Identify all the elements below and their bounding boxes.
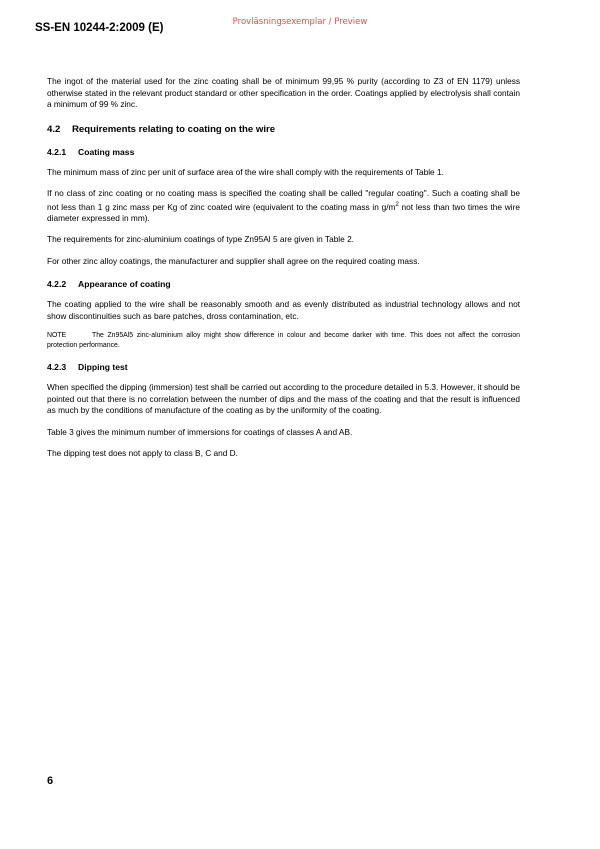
dipping-paragraph-2: Table 3 gives the minimum number of immersions for coatings of classes A and AB. [47,426,353,437]
section-heading-4-2-2 [47,279,520,289]
section-title: Coating mass [78,146,135,157]
text-run: not less than two times the wire diameter expressed in mm). [47,201,520,223]
coating-mass-paragraph-3: The requirements for zinc-aluminium coatings of type Zn95Al 5 are given in Table 2. [47,234,354,245]
intro-paragraph: The ingot of the material used for the zinc coating shall be of minimum 99,95 % purity (according to Z3 of EN 1179) unless otherwise stated in the relevant product standard or other specification in the order. Coatings applied by electrolysis shall contain a minimum of 99 % zinc. [47,76,520,109]
section-heading-4-2-3 [47,362,520,372]
note-label: NOTE [47,332,67,340]
section-number: 4.2.1 [47,146,67,157]
section-number: 4.2.3 [47,362,67,373]
section-heading-4-2 [47,124,520,135]
dipping-paragraph-3: The dipping test does not apply to class B, C and D. [47,448,238,459]
note-block [47,331,520,350]
coating-mass-paragraph-2 [47,188,520,224]
section-title: Appearance of coating [78,279,171,290]
page-number: 6 [47,775,54,787]
dipping-paragraph-1: When specified the dipping (immersion) test shall be carried out according to the procedure detailed in 5.3. However, it should be pointed out that there is no correlation between the number of dips and the mass of the coating and that the result is influenced as much by the conditions of manufacture of the coating as by the uniformity of the coating. [47,382,520,416]
section-number: 4.2.2 [47,279,67,290]
section-number: 4.2 [47,123,61,135]
section-title: Dipping test [78,362,128,373]
section-title: Requirements relating to coating on the wire [72,123,276,135]
document-id: SS-EN 10244-2:2009 (E) [35,22,164,34]
section-heading-4-2-1 [47,147,520,157]
preview-watermark: Provläsningsexemplar / Preview [232,17,368,27]
text-run: If no class of zinc coating or no coating mass is specified the coating shall be called "regular coating". Such a coating shall be not less than 1 g zinc mass per Kg of zinc coated wire (equivalent to the coating mass in g/m [47,188,520,212]
note-text: The Zn95Al5 zinc-aluminium alloy might show difference in colour and become darker with time. This does not affect the corrosion protection performance. [47,332,520,349]
coating-mass-paragraph-1: The minimum mass of zinc per unit of surface area of the wire shall comply with the requirements of Table 1. [47,166,444,177]
superscript: 2 [395,201,399,208]
page-body [47,76,520,460]
coating-mass-paragraph-4: For other zinc alloy coatings, the manufacturer and supplier shall agree on the required coating mass. [47,255,420,266]
appearance-paragraph: The coating applied to the wire shall be reasonably smooth and as evenly distributed as industrial technology allows and not show discontinuities such as bare patches, dross contamination, etc. [47,299,520,321]
